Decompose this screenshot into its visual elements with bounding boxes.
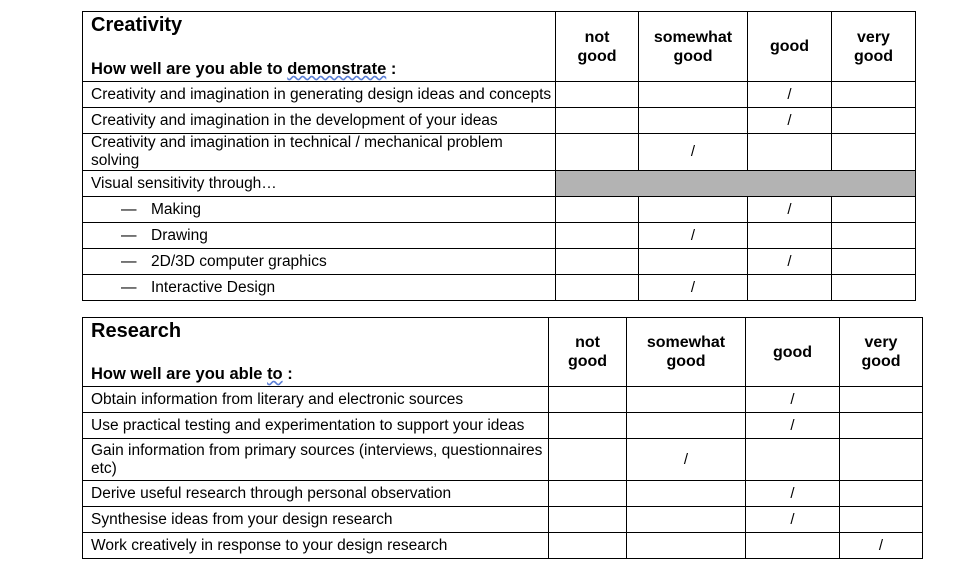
rating-not-good-cell[interactable]	[549, 507, 627, 533]
rating-somewhat-good-cell[interactable]	[627, 481, 746, 507]
section-title: Research	[91, 320, 182, 342]
dash-glyph: —	[121, 278, 137, 296]
col-header-very-good: very good	[832, 12, 916, 82]
row-label: Creativity and imagination in the development of your ideas	[83, 108, 556, 134]
dash-glyph: —	[121, 200, 137, 218]
rating-very-good-cell[interactable]	[832, 223, 916, 249]
rating-not-good-cell[interactable]	[549, 481, 627, 507]
col-header-good: good	[746, 318, 840, 387]
rating-very-good-cell[interactable]	[840, 481, 923, 507]
check-mark: /	[690, 226, 696, 244]
dash-glyph: —	[121, 252, 137, 270]
rating-good-cell[interactable]	[746, 481, 840, 507]
section-title: Creativity	[91, 14, 183, 36]
check-mark: /	[787, 200, 792, 218]
table-row	[83, 481, 923, 507]
table-row	[83, 439, 923, 481]
rating-somewhat-good-cell[interactable]	[639, 197, 748, 223]
rating-somewhat-good-cell[interactable]	[639, 275, 748, 301]
shaded-cell	[556, 171, 916, 197]
row-label-sub: — Interactive Design	[83, 275, 556, 301]
row-label: Gain information from primary sources (interviews, questionnaires etc)	[83, 439, 549, 481]
research-header-cell	[83, 318, 549, 387]
row-label-sub: — Drawing	[83, 223, 556, 249]
rating-somewhat-good-cell[interactable]	[639, 249, 748, 275]
row-label: Derive useful research through personal observation	[83, 481, 549, 507]
table-row	[83, 249, 916, 275]
col-header-not-good: not good	[556, 12, 639, 82]
rating-very-good-cell[interactable]	[832, 134, 916, 171]
row-label-sub: — 2D/3D computer graphics	[83, 249, 556, 275]
rating-somewhat-good-cell[interactable]	[627, 413, 746, 439]
table-row	[83, 82, 916, 108]
rating-somewhat-good-cell[interactable]	[639, 223, 748, 249]
rating-good-cell[interactable]	[746, 413, 840, 439]
table-row	[83, 275, 916, 301]
rating-good-cell[interactable]	[746, 439, 840, 481]
rating-good-cell[interactable]	[748, 249, 832, 275]
rating-not-good-cell[interactable]	[556, 275, 639, 301]
rating-somewhat-good-cell[interactable]	[639, 82, 748, 108]
table-row	[83, 533, 923, 559]
row-label: Visual sensitivity through…	[83, 171, 556, 197]
rating-very-good-cell[interactable]	[840, 439, 923, 481]
col-header-very-good: very good	[840, 318, 923, 387]
rating-very-good-cell[interactable]	[832, 108, 916, 134]
table-row	[83, 413, 923, 439]
rating-not-good-cell[interactable]	[556, 197, 639, 223]
table-row	[83, 387, 923, 413]
col-header-somewhat-good: somewhat good	[627, 318, 746, 387]
row-label: Synthesise ideas from your design research	[83, 507, 549, 533]
rating-very-good-cell[interactable]	[840, 507, 923, 533]
table-row	[83, 223, 916, 249]
rating-very-good-cell[interactable]	[832, 197, 916, 223]
rating-not-good-cell[interactable]	[556, 134, 639, 171]
check-mark: /	[787, 85, 792, 103]
rating-somewhat-good-cell[interactable]	[627, 533, 746, 559]
rating-good-cell[interactable]	[746, 533, 840, 559]
row-label: Work creatively in response to your design research	[83, 533, 549, 559]
rating-somewhat-good-cell[interactable]	[627, 439, 746, 481]
rating-very-good-cell[interactable]	[832, 275, 916, 301]
rating-good-cell[interactable]	[748, 82, 832, 108]
col-header-not-good: not good	[549, 318, 627, 387]
rating-very-good-cell[interactable]	[840, 387, 923, 413]
rating-very-good-cell[interactable]	[840, 533, 923, 559]
table-row	[83, 134, 916, 171]
check-mark: /	[690, 143, 696, 160]
rating-good-cell[interactable]	[746, 387, 840, 413]
rating-good-cell[interactable]	[748, 275, 832, 301]
rating-not-good-cell[interactable]	[549, 439, 627, 481]
row-label: Use practical testing and experimentation to support your ideas	[83, 413, 549, 439]
table-row	[83, 171, 916, 197]
check-mark: /	[787, 252, 792, 270]
rating-not-good-cell[interactable]	[549, 387, 627, 413]
table-row	[83, 507, 923, 533]
check-mark: /	[790, 390, 795, 408]
row-label: Creativity and imagination in technical / mechanical problem solving	[83, 134, 556, 171]
rating-not-good-cell[interactable]	[556, 249, 639, 275]
rating-not-good-cell[interactable]	[556, 108, 639, 134]
rating-not-good-cell[interactable]	[556, 223, 639, 249]
row-label-sub: — Making	[83, 197, 556, 223]
rating-somewhat-good-cell[interactable]	[627, 387, 746, 413]
check-mark: /	[690, 278, 696, 296]
rating-not-good-cell[interactable]	[549, 413, 627, 439]
rating-somewhat-good-cell[interactable]	[639, 108, 748, 134]
rating-good-cell[interactable]	[748, 197, 832, 223]
rating-good-cell[interactable]	[748, 134, 832, 171]
check-mark: /	[683, 450, 689, 468]
check-mark: /	[790, 416, 795, 434]
check-mark: /	[790, 510, 795, 528]
rating-very-good-cell[interactable]	[832, 82, 916, 108]
creativity-table	[82, 11, 916, 301]
rating-not-good-cell[interactable]	[556, 82, 639, 108]
table-row	[83, 108, 916, 134]
dash-glyph: —	[121, 226, 137, 244]
col-header-somewhat-good: somewhat good	[639, 12, 748, 82]
rating-very-good-cell[interactable]	[832, 249, 916, 275]
row-label: Creativity and imagination in generating design ideas and concepts	[83, 82, 556, 108]
check-mark: /	[790, 484, 795, 502]
rating-good-cell[interactable]	[748, 223, 832, 249]
rating-good-cell[interactable]	[748, 108, 832, 134]
research-table	[82, 317, 923, 559]
row-label: Obtain information from literary and electronic sources	[83, 387, 549, 413]
rating-good-cell[interactable]	[746, 507, 840, 533]
col-header-good: good	[748, 12, 832, 82]
check-mark: /	[787, 111, 792, 129]
rating-not-good-cell[interactable]	[549, 533, 627, 559]
check-mark: /	[878, 536, 884, 554]
rating-somewhat-good-cell[interactable]	[639, 134, 748, 171]
table-row	[83, 197, 916, 223]
section-question: How well are you able to demonstrate :	[91, 60, 397, 78]
rating-somewhat-good-cell[interactable]	[627, 507, 746, 533]
rating-very-good-cell[interactable]	[840, 413, 923, 439]
creativity-header-cell	[83, 12, 556, 82]
section-question: How well are you able to :	[91, 365, 293, 383]
